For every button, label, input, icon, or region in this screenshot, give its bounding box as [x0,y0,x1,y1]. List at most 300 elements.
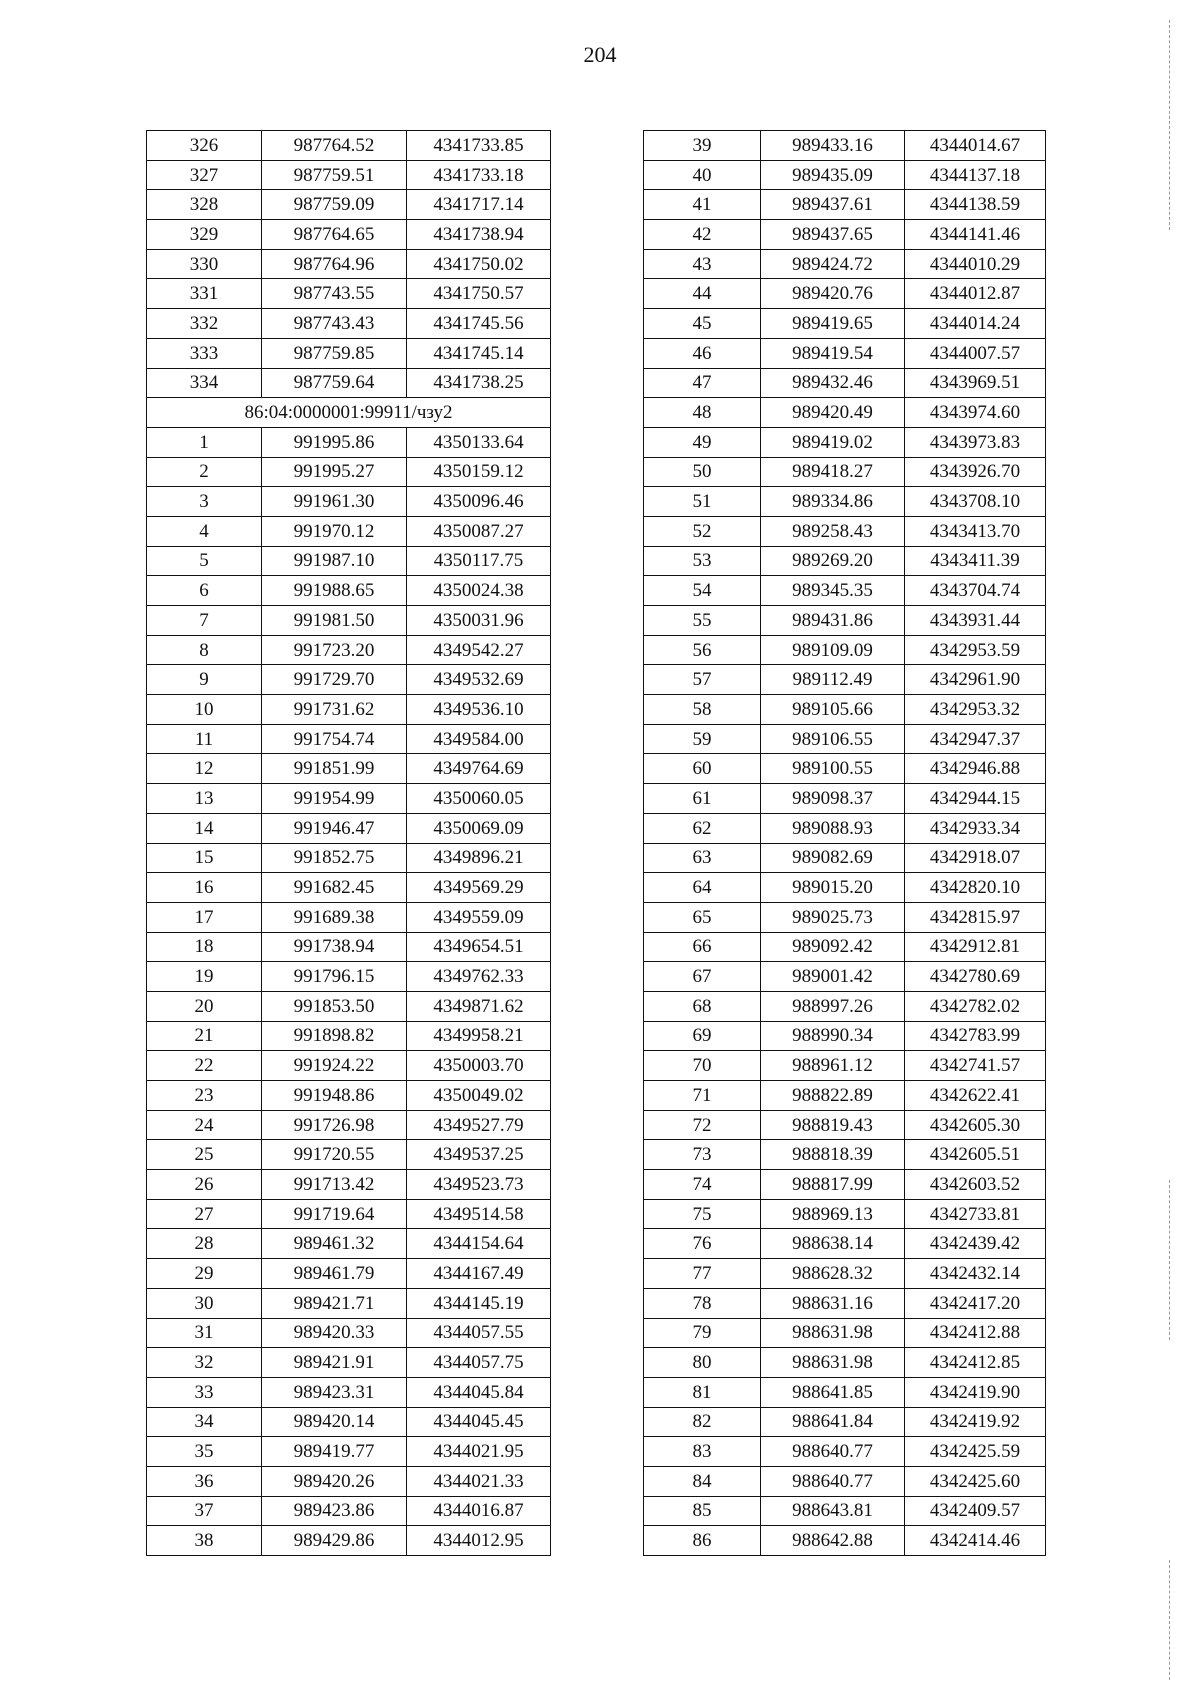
x-coordinate-cell: 991754.74 [262,724,407,754]
point-number-cell: 10 [147,695,262,725]
point-number-cell: 5 [147,546,262,576]
y-coordinate-cell: 4350159.12 [407,457,551,487]
point-number-cell: 6 [147,576,262,606]
x-coordinate-cell: 988628.32 [761,1259,905,1289]
y-coordinate-cell: 4342412.88 [905,1318,1046,1348]
table-row [644,279,1046,309]
y-coordinate-cell: 4349536.10 [407,695,551,725]
table-row [644,962,1046,992]
x-coordinate-cell: 989429.86 [262,1526,407,1556]
point-number-cell: 67 [644,962,761,992]
table-row [147,576,551,606]
point-number-cell: 21 [147,1021,262,1051]
x-coordinate-cell: 987759.51 [262,160,407,190]
coordinates-table-left [146,130,551,1556]
table-row [644,457,1046,487]
section-row [147,398,551,428]
x-coordinate-cell: 989420.49 [761,398,905,428]
y-coordinate-cell: 4342733.81 [905,1199,1046,1229]
table-row [147,1170,551,1200]
table-row [644,813,1046,843]
table-row [644,695,1046,725]
point-number-cell: 329 [147,220,262,250]
x-coordinate-cell: 991995.27 [262,457,407,487]
x-coordinate-cell: 989421.71 [262,1288,407,1318]
point-number-cell: 68 [644,991,761,1021]
table-row [644,516,1046,546]
y-coordinate-cell: 4344145.19 [407,1288,551,1318]
y-coordinate-cell: 4344021.33 [407,1466,551,1496]
point-number-cell: 49 [644,427,761,457]
x-coordinate-cell: 989092.42 [761,932,905,962]
table-row [147,635,551,665]
table-row [147,873,551,903]
table-row [644,1259,1046,1289]
point-number-cell: 22 [147,1051,262,1081]
table-row [644,784,1046,814]
y-coordinate-cell: 4344141.46 [905,220,1046,250]
x-coordinate-cell: 991729.70 [262,665,407,695]
y-coordinate-cell: 4344007.57 [905,338,1046,368]
point-number-cell: 42 [644,220,761,250]
y-coordinate-cell: 4344138.59 [905,190,1046,220]
y-coordinate-cell: 4349584.00 [407,724,551,754]
x-coordinate-cell: 991946.47 [262,813,407,843]
y-coordinate-cell: 4342419.92 [905,1407,1046,1437]
x-coordinate-cell: 989105.66 [761,695,905,725]
y-coordinate-cell: 4349958.21 [407,1021,551,1051]
x-coordinate-cell: 989015.20 [761,873,905,903]
x-coordinate-cell: 991954.99 [262,784,407,814]
x-coordinate-cell: 989423.86 [262,1496,407,1526]
x-coordinate-cell: 991851.99 [262,754,407,784]
x-coordinate-cell: 991995.86 [262,427,407,457]
x-coordinate-cell: 989100.55 [761,754,905,784]
scan-margin-line [1169,1180,1170,1340]
y-coordinate-cell: 4349896.21 [407,843,551,873]
point-number-cell: 18 [147,932,262,962]
table-row [644,1318,1046,1348]
y-coordinate-cell: 4343926.70 [905,457,1046,487]
point-number-cell: 34 [147,1407,262,1437]
point-number-cell: 12 [147,754,262,784]
y-coordinate-cell: 4342782.02 [905,991,1046,1021]
table-row [644,1377,1046,1407]
point-number-cell: 3 [147,487,262,517]
point-number-cell: 31 [147,1318,262,1348]
y-coordinate-cell: 4350060.05 [407,784,551,814]
y-coordinate-cell: 4342815.97 [905,902,1046,932]
y-coordinate-cell: 4344167.49 [407,1259,551,1289]
table-row [644,1229,1046,1259]
table-row [147,1199,551,1229]
y-coordinate-cell: 4344057.55 [407,1318,551,1348]
y-coordinate-cell: 4342605.30 [905,1110,1046,1140]
x-coordinate-cell: 988640.77 [761,1437,905,1467]
table-row [147,249,551,279]
point-number-cell: 330 [147,249,262,279]
y-coordinate-cell: 4341717.14 [407,190,551,220]
x-coordinate-cell: 989431.86 [761,606,905,636]
y-coordinate-cell: 4343973.83 [905,427,1046,457]
point-number-cell: 8 [147,635,262,665]
y-coordinate-cell: 4343413.70 [905,516,1046,546]
y-coordinate-cell: 4344045.84 [407,1377,551,1407]
point-number-cell: 11 [147,724,262,754]
point-number-cell: 63 [644,843,761,873]
point-number-cell: 81 [644,1377,761,1407]
x-coordinate-cell: 989098.37 [761,784,905,814]
table-row [644,932,1046,962]
x-coordinate-cell: 991948.86 [262,1081,407,1111]
x-coordinate-cell: 989109.09 [761,635,905,665]
y-coordinate-cell: 4349762.33 [407,962,551,992]
y-coordinate-cell: 4344014.24 [905,309,1046,339]
point-number-cell: 16 [147,873,262,903]
y-coordinate-cell: 4350003.70 [407,1051,551,1081]
table-row [147,309,551,339]
table-row [147,1051,551,1081]
point-number-cell: 27 [147,1199,262,1229]
table-row [147,754,551,784]
point-number-cell: 80 [644,1348,761,1378]
table-row [147,1288,551,1318]
x-coordinate-cell: 988631.98 [761,1318,905,1348]
point-number-cell: 24 [147,1110,262,1140]
table-row [644,1110,1046,1140]
point-number-cell: 332 [147,309,262,339]
point-number-cell: 25 [147,1140,262,1170]
table-row [147,160,551,190]
point-number-cell: 26 [147,1170,262,1200]
table-row [147,1496,551,1526]
table-row [644,576,1046,606]
point-number-cell: 13 [147,784,262,814]
point-number-cell: 48 [644,398,761,428]
x-coordinate-cell: 991981.50 [262,606,407,636]
point-number-cell: 37 [147,1496,262,1526]
table-row [644,1526,1046,1556]
x-coordinate-cell: 991723.20 [262,635,407,665]
table-row [147,1377,551,1407]
x-coordinate-cell: 988819.43 [761,1110,905,1140]
point-number-cell: 69 [644,1021,761,1051]
table-row [147,1021,551,1051]
y-coordinate-cell: 4342947.37 [905,724,1046,754]
x-coordinate-cell: 988642.88 [761,1526,905,1556]
point-number-cell: 71 [644,1081,761,1111]
table-row [644,1021,1046,1051]
cadastral-number-heading: 86:04:0000001:99911/чзу2 [147,398,551,428]
y-coordinate-cell: 4342432.14 [905,1259,1046,1289]
table-row [147,1407,551,1437]
coordinates-table-right [643,130,1046,1556]
table-row [644,398,1046,428]
x-coordinate-cell: 988817.99 [761,1170,905,1200]
table-row [644,368,1046,398]
x-coordinate-cell: 991924.22 [262,1051,407,1081]
point-number-cell: 54 [644,576,761,606]
table-row [147,665,551,695]
point-number-cell: 57 [644,665,761,695]
point-number-cell: 33 [147,1377,262,1407]
y-coordinate-cell: 4342409.57 [905,1496,1046,1526]
table-row [147,784,551,814]
table-row [644,427,1046,457]
table-row [147,932,551,962]
table-row [147,991,551,1021]
table-row [147,338,551,368]
point-number-cell: 15 [147,843,262,873]
y-coordinate-cell: 4344021.95 [407,1437,551,1467]
x-coordinate-cell: 989437.65 [761,220,905,250]
table-row [644,1051,1046,1081]
x-coordinate-cell: 989420.26 [262,1466,407,1496]
y-coordinate-cell: 4341733.85 [407,131,551,161]
table-row [147,1348,551,1378]
table-row [644,991,1046,1021]
x-coordinate-cell: 988631.16 [761,1288,905,1318]
point-number-cell: 36 [147,1466,262,1496]
x-coordinate-cell: 987764.96 [262,249,407,279]
point-number-cell: 7 [147,606,262,636]
point-number-cell: 58 [644,695,761,725]
table-row [147,279,551,309]
y-coordinate-cell: 4349764.69 [407,754,551,784]
table-row [147,695,551,725]
y-coordinate-cell: 4349871.62 [407,991,551,1021]
y-coordinate-cell: 4342944.15 [905,784,1046,814]
x-coordinate-cell: 989461.79 [262,1259,407,1289]
table-row [644,309,1046,339]
table-row [644,754,1046,784]
table-row [147,427,551,457]
table-row [147,813,551,843]
x-coordinate-cell: 989424.72 [761,249,905,279]
table-row [147,1229,551,1259]
x-coordinate-cell: 987759.85 [262,338,407,368]
x-coordinate-cell: 991988.65 [262,576,407,606]
table-row [644,1466,1046,1496]
y-coordinate-cell: 4349523.73 [407,1170,551,1200]
table-row [644,131,1046,161]
x-coordinate-cell: 989421.91 [262,1348,407,1378]
x-coordinate-cell: 987743.55 [262,279,407,309]
table-row [147,843,551,873]
table-row [147,1318,551,1348]
y-coordinate-cell: 4350117.75 [407,546,551,576]
x-coordinate-cell: 989420.33 [262,1318,407,1348]
table-row [644,1140,1046,1170]
x-coordinate-cell: 991853.50 [262,991,407,1021]
y-coordinate-cell: 4342933.34 [905,813,1046,843]
x-coordinate-cell: 989435.09 [761,160,905,190]
point-number-cell: 333 [147,338,262,368]
table-row [147,1526,551,1556]
point-number-cell: 62 [644,813,761,843]
scan-margin-line [1169,1560,1170,1680]
table-row [644,249,1046,279]
point-number-cell: 77 [644,1259,761,1289]
point-number-cell: 45 [644,309,761,339]
y-coordinate-cell: 4350133.64 [407,427,551,457]
point-number-cell: 43 [644,249,761,279]
table-row [644,1081,1046,1111]
table-row [644,1437,1046,1467]
point-number-cell: 56 [644,635,761,665]
y-coordinate-cell: 4342946.88 [905,754,1046,784]
table-row [644,160,1046,190]
x-coordinate-cell: 988822.89 [761,1081,905,1111]
point-number-cell: 55 [644,606,761,636]
table-row [644,1170,1046,1200]
x-coordinate-cell: 991731.62 [262,695,407,725]
y-coordinate-cell: 4342953.59 [905,635,1046,665]
table-row [147,606,551,636]
point-number-cell: 32 [147,1348,262,1378]
point-number-cell: 85 [644,1496,761,1526]
x-coordinate-cell: 991719.64 [262,1199,407,1229]
table-row [644,1288,1046,1318]
x-coordinate-cell: 988818.39 [761,1140,905,1170]
table-row [644,606,1046,636]
x-coordinate-cell: 991796.15 [262,962,407,992]
table-row [147,1259,551,1289]
x-coordinate-cell: 989419.54 [761,338,905,368]
point-number-cell: 14 [147,813,262,843]
x-coordinate-cell: 991738.94 [262,932,407,962]
table-row [644,338,1046,368]
y-coordinate-cell: 4350024.38 [407,576,551,606]
y-coordinate-cell: 4341750.57 [407,279,551,309]
point-number-cell: 59 [644,724,761,754]
y-coordinate-cell: 4341750.02 [407,249,551,279]
y-coordinate-cell: 4342425.59 [905,1437,1046,1467]
point-number-cell: 47 [644,368,761,398]
point-number-cell: 38 [147,1526,262,1556]
table-row [644,1199,1046,1229]
x-coordinate-cell: 989269.20 [761,546,905,576]
y-coordinate-cell: 4343708.10 [905,487,1046,517]
table-row [147,190,551,220]
point-number-cell: 83 [644,1437,761,1467]
x-coordinate-cell: 987759.64 [262,368,407,398]
y-coordinate-cell: 4350049.02 [407,1081,551,1111]
table-row [644,1496,1046,1526]
x-coordinate-cell: 991852.75 [262,843,407,873]
x-coordinate-cell: 987764.52 [262,131,407,161]
point-number-cell: 53 [644,546,761,576]
point-number-cell: 52 [644,516,761,546]
point-number-cell: 44 [644,279,761,309]
x-coordinate-cell: 988638.14 [761,1229,905,1259]
y-coordinate-cell: 4342918.07 [905,843,1046,873]
table-row [147,131,551,161]
y-coordinate-cell: 4343974.60 [905,398,1046,428]
point-number-cell: 64 [644,873,761,903]
y-coordinate-cell: 4342780.69 [905,962,1046,992]
y-coordinate-cell: 4344012.95 [407,1526,551,1556]
x-coordinate-cell: 988643.81 [761,1496,905,1526]
point-number-cell: 328 [147,190,262,220]
table-row [147,368,551,398]
x-coordinate-cell: 987764.65 [262,220,407,250]
y-coordinate-cell: 4349527.79 [407,1110,551,1140]
y-coordinate-cell: 4343411.39 [905,546,1046,576]
x-coordinate-cell: 988990.34 [761,1021,905,1051]
table-row [644,724,1046,754]
table-row [147,1437,551,1467]
y-coordinate-cell: 4344057.75 [407,1348,551,1378]
table-row [644,843,1046,873]
y-coordinate-cell: 4349542.27 [407,635,551,665]
point-number-cell: 76 [644,1229,761,1259]
x-coordinate-cell: 989345.35 [761,576,905,606]
x-coordinate-cell: 991682.45 [262,873,407,903]
y-coordinate-cell: 4344014.67 [905,131,1046,161]
table-row [644,873,1046,903]
table-row [147,1140,551,1170]
table-row [644,1348,1046,1378]
point-number-cell: 74 [644,1170,761,1200]
point-number-cell: 41 [644,190,761,220]
point-number-cell: 39 [644,131,761,161]
y-coordinate-cell: 4350031.96 [407,606,551,636]
x-coordinate-cell: 989025.73 [761,902,905,932]
y-coordinate-cell: 4342417.20 [905,1288,1046,1318]
point-number-cell: 2 [147,457,262,487]
y-coordinate-cell: 4342953.32 [905,695,1046,725]
x-coordinate-cell: 989112.49 [761,665,905,695]
point-number-cell: 28 [147,1229,262,1259]
y-coordinate-cell: 4344012.87 [905,279,1046,309]
point-number-cell: 17 [147,902,262,932]
table-row [147,1081,551,1111]
x-coordinate-cell: 987759.09 [262,190,407,220]
x-coordinate-cell: 991720.55 [262,1140,407,1170]
y-coordinate-cell: 4344154.64 [407,1229,551,1259]
x-coordinate-cell: 989001.42 [761,962,905,992]
point-number-cell: 70 [644,1051,761,1081]
point-number-cell: 50 [644,457,761,487]
x-coordinate-cell: 988969.13 [761,1199,905,1229]
point-number-cell: 29 [147,1259,262,1289]
y-coordinate-cell: 4342425.60 [905,1466,1046,1496]
x-coordinate-cell: 989420.76 [761,279,905,309]
point-number-cell: 23 [147,1081,262,1111]
y-coordinate-cell: 4341733.18 [407,160,551,190]
x-coordinate-cell: 989420.14 [262,1407,407,1437]
y-coordinate-cell: 4344137.18 [905,160,1046,190]
table-row [644,665,1046,695]
x-coordinate-cell: 989432.46 [761,368,905,398]
y-coordinate-cell: 4342414.46 [905,1526,1046,1556]
y-coordinate-cell: 4349514.58 [407,1199,551,1229]
point-number-cell: 65 [644,902,761,932]
y-coordinate-cell: 4341738.94 [407,220,551,250]
point-number-cell: 1 [147,427,262,457]
point-number-cell: 327 [147,160,262,190]
x-coordinate-cell: 989088.93 [761,813,905,843]
point-number-cell: 46 [644,338,761,368]
table-row [147,962,551,992]
x-coordinate-cell: 989418.27 [761,457,905,487]
x-coordinate-cell: 991961.30 [262,487,407,517]
y-coordinate-cell: 4343704.74 [905,576,1046,606]
y-coordinate-cell: 4341745.56 [407,309,551,339]
table-row [147,902,551,932]
x-coordinate-cell: 989334.86 [761,487,905,517]
